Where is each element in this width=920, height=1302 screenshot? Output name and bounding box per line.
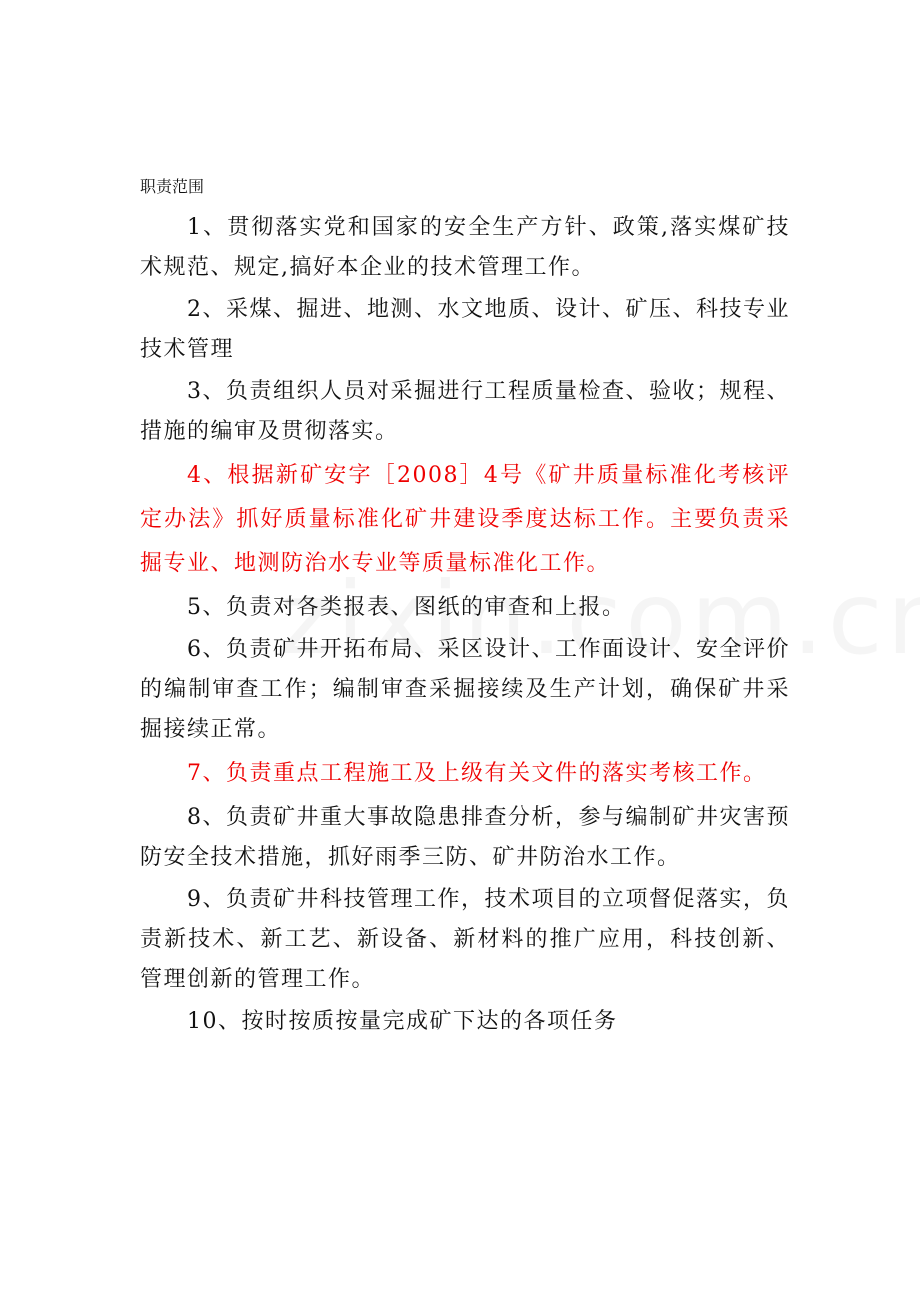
paragraph-3: 3、负责组织人员对采掘进行工程质量检查、验收；规程、措施的编审及贯彻落实。 [140, 379, 790, 444]
paragraph-7: 7、负责重点工程施工及上级有关文件的落实考核工作。 [187, 761, 767, 786]
document-heading: 职责范围 [140, 177, 205, 196]
paragraph-10: 10、按时按质按量完成矿下达的各项任务 [187, 1009, 618, 1034]
paragraph-2: 2、采煤、掘进、地测、水文地质、设计、矿压、科技专业技术管理 [140, 297, 790, 362]
paragraph-1: 1、贯彻落实党和国家的安全生产方针、政策,落实煤矿技术规范、规定,搞好本企业的技术管理工作。 [140, 215, 790, 280]
paragraph-6: 6、负责矿井开拓布局、采区设计、工作面设计、安全评价的编制审查工作；编制审查采掘接续及生产计划，确保矿井采掘接续正常。 [140, 637, 790, 742]
paragraph-9: 9、负责矿井科技管理工作，技术项目的立项督促落实，负责新技术、新工艺、新设备、新材料的推广应用，科技创新、管理创新的管理工作。 [140, 887, 790, 992]
paragraph-8: 8、负责矿井重大事故隐患排查分析，参与编制矿井灾害预防安全技术措施，抓好雨季三防、矿井防治水工作。 [140, 805, 790, 870]
paragraph-4: 4、根据新矿安字［2008］4号《矿井质量标准化考核评定办法》抓好质量标准化矿井建设季度达标工作。主要负责采掘专业、地测防治水专业等质量标准化工作。 [140, 463, 790, 576]
document-body [140, 176, 790, 1044]
paragraph-5: 5、负责对各类报表、图纸的审查和上报。 [187, 595, 626, 620]
